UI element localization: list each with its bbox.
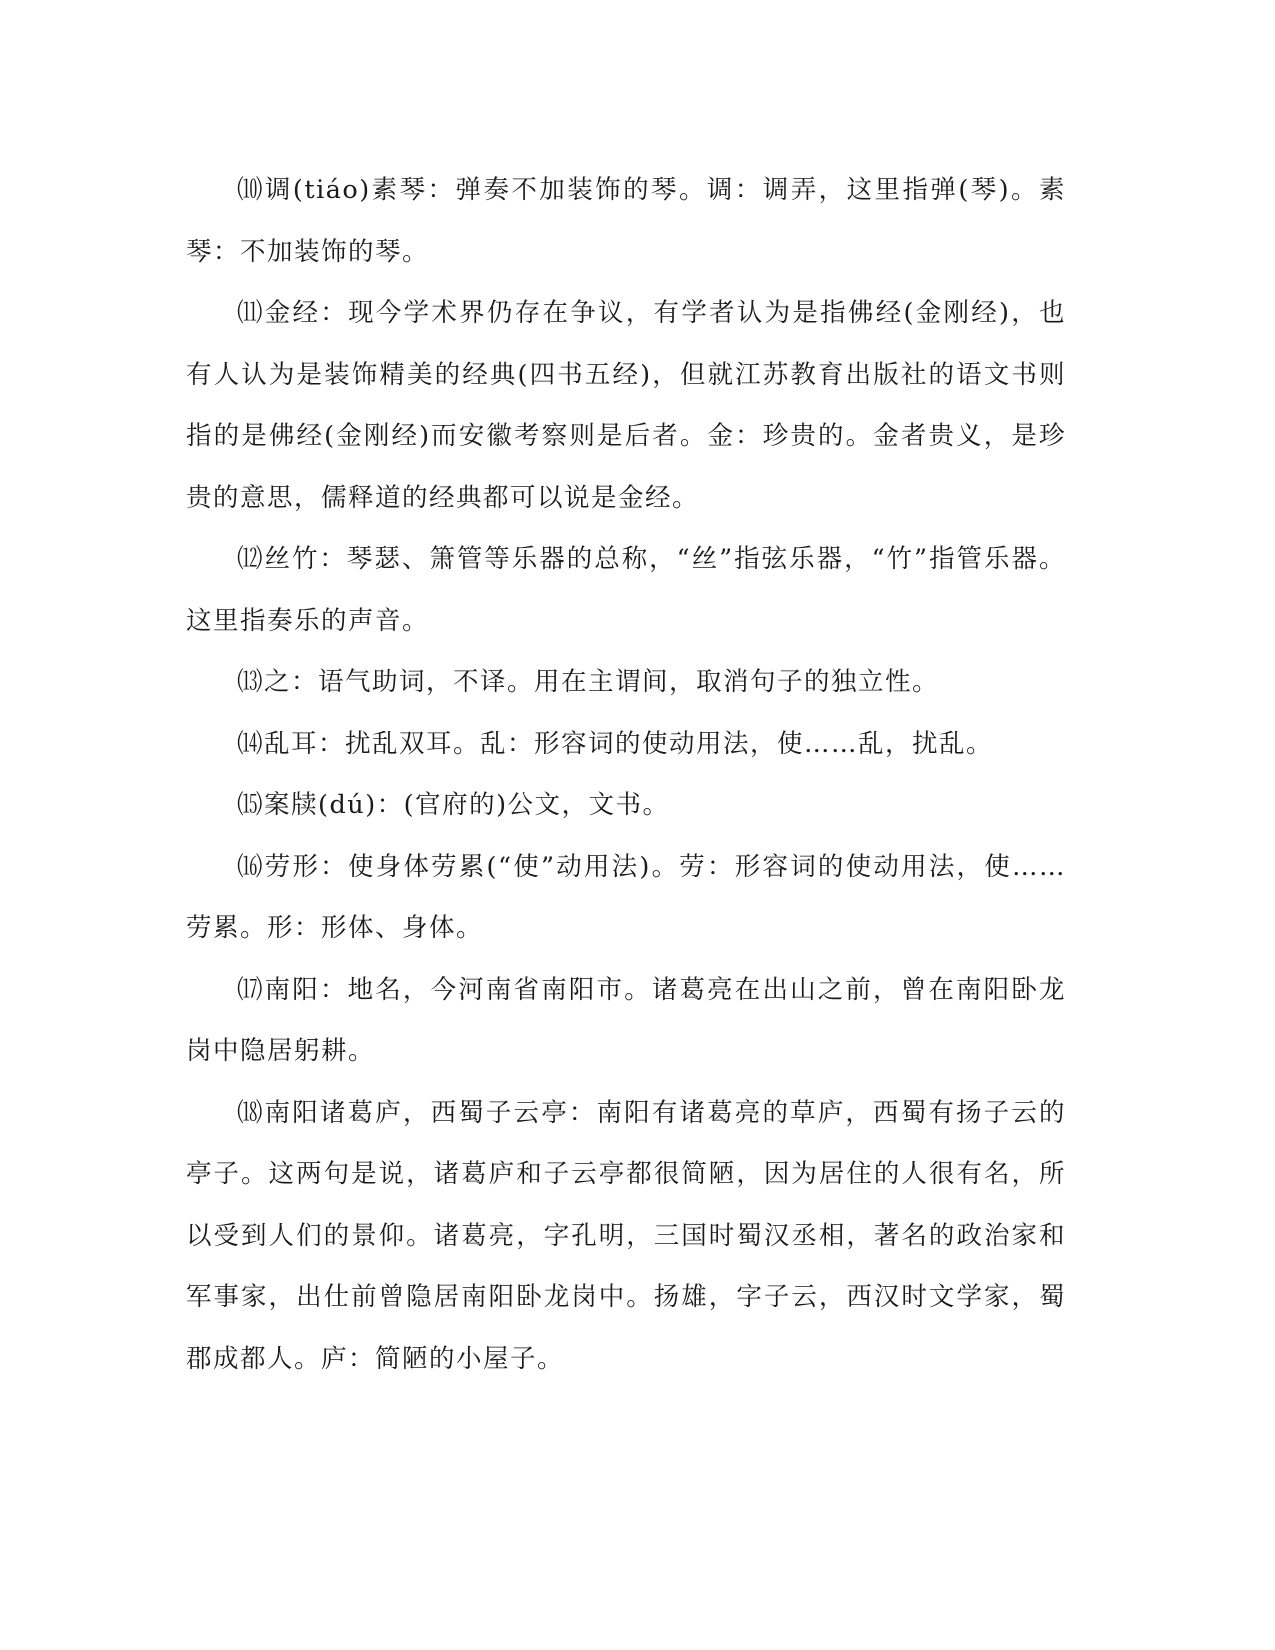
note-15: ⒂案牍(dú)：(官府的)公文，文书。 — [237, 790, 670, 820]
note-10: ⑽调(tiáo)素琴：弹奏不加装饰的琴。调：调弄，这里指弹(琴)。素琴：不加装饰的琴。 — [186, 175, 1066, 267]
note-16: ⒃劳形：使身体劳累(“使”动用法)。劳：形容词的使动用法，使……劳累。形：形体、身体。 — [186, 851, 1066, 943]
note-17: ⒄南阳：地名，今河南省南阳市。诸葛亮在出山之前，曾在南阳卧龙岗中隐居躬耕。 — [186, 974, 1066, 1066]
note-13: ⒀之：语气助词，不译。用在主谓间，取消句子的独立性。 — [237, 667, 940, 697]
note-12: ⑿丝竹：琴瑟、箫管等乐器的总称，“丝”指弦乐器，“竹”指管乐器。这里指奏乐的声音。 — [186, 544, 1066, 636]
note-11: ⑾金经：现今学术界仍存在争议，有学者认为是指佛经(金刚经)，也有人认为是装饰精美的经典(四书五经)，但就江苏教育出版社的语文书则指的是佛经(金刚经)而安徽考察则是后者。金：珍贵的。金者贵义，是珍贵的意思，儒释道的经典都可以说是金经。 — [186, 298, 1066, 513]
note-18: ⒅南阳诸葛庐，西蜀子云亭：南阳有诸葛亮的草庐，西蜀有扬子云的亭子。这两句是说，诸葛庐和子云亭都很简陋，因为居住的人很有名，所以受到人们的景仰。诸葛亮，字孔明，三国时蜀汉丞相，著名的政治家和军事家，出仕前曾隐居南阳卧龙岗中。扬雄，字子云，西汉时文学家，蜀郡成都人。庐：简陋的小屋子。 — [186, 1097, 1066, 1374]
annotation-notes — [186, 160, 1066, 1390]
note-14: ⒁乱耳：扰乱双耳。乱：形容词的使动用法，使……乱，扰乱。 — [237, 728, 994, 759]
